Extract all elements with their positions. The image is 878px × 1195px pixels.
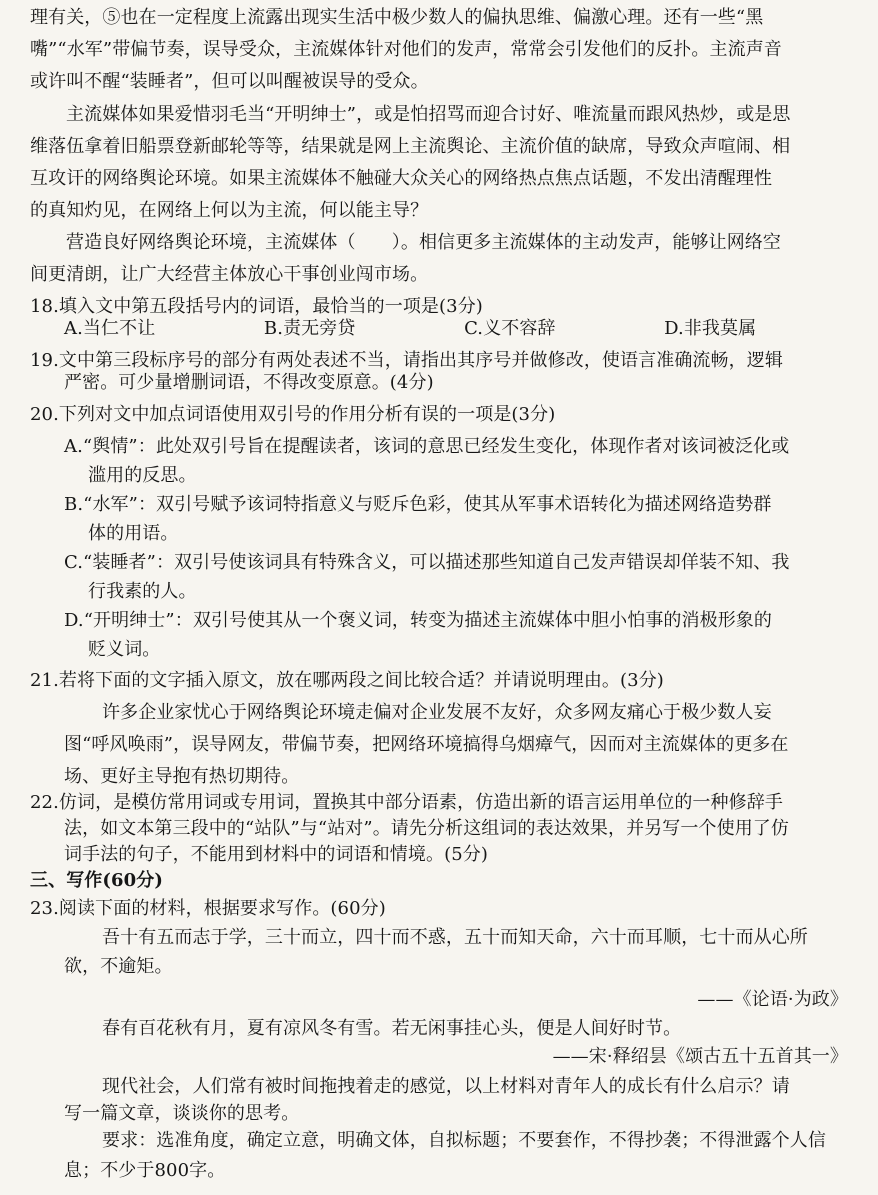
question-20-option-a-cont: 滥用的反思。 [88,465,197,486]
question-20-option-b-cont: 体的用语。 [88,523,179,544]
passage-line: 理有关，⑤也在一定程度上流露出现实生活中极少数人的偏执思维、偏激心理。还有一些“黑 [30,7,764,28]
material-quote: 春有百花秋有月，夏有凉风冬有雪。若无闲事挂心头，便是人间好时节。 [102,1018,682,1039]
passage-line: 嘴”“水军”带偏节奏，误导受众，主流媒体针对他们的发声，常常会引发他们的反扑。主流声音 [30,39,782,60]
question-20-option-c-cont: 行我素的人。 [88,581,197,602]
question-18: 18.填入文中第五段括号内的词语，最恰当的一项是(3分) [30,296,483,317]
question-20-option-b: B.“水军”：双引号赋予该词特指意义与贬斥色彩，使其从军事术语转化为描述网络造势群 [64,494,772,515]
passage-line: 维落伍拿着旧船票登新邮轮等等，结果就是网上主流舆论、主流价值的缺席，导致众声喧闹、相 [30,136,791,157]
question-18-options: A.当仁不让 B.责无旁贷 C.义不容辞 D.非我莫属 [64,318,757,339]
quote-source: ——宋·释绍昙《颂古五十五首其一》 [552,1046,848,1067]
question-19: 19.文中第三段标序号的部分有两处表述不当，请指出其序号并做修改，使语言准确流畅，逻辑 [30,350,783,371]
writing-requirements: 要求：选准角度，确定立意，明确文体，自拟标题；不要套作，不得抄袭；不得泄露个人信 [102,1130,826,1151]
question-20: 20.下列对文中加点词语使用双引号的作用分析有误的一项是(3分) [30,404,556,425]
writing-prompt: 写一篇文章，谈谈你的思考。 [64,1103,300,1124]
writing-requirements-cont: 息；不少于800字。 [64,1160,226,1181]
question-22-cont: 词手法的句子，不能用到材料中的词语和情境。(5分) [64,844,488,865]
question-22-cont: 法，如文本第三段中的“站队”与“站对”。请先分析这组词的表达效果，并另写一个使用了仿 [64,818,790,839]
insert-passage-line: 场、更好主导抱有热切期待。 [64,766,300,787]
question-20-option-d-cont: 贬义词。 [88,639,161,660]
passage-line: 的真知灼见，在网络上何以为主流，何以能主导？ [30,200,429,221]
question-23: 23.阅读下面的材料，根据要求写作。(60分) [30,898,386,919]
question-21: 21.若将下面的文字插入原文，放在哪两段之间比较合适？并请说明理由。(3分) [30,670,664,691]
passage-line: 间更清朗，让广大经营主体放心干事创业闯市场。 [30,264,429,285]
passage-line: 或许叫不醒“装睡者”，但可以叫醒被误导的受众。 [30,71,429,92]
question-22: 22.仿词，是模仿常用词或专用词，置换其中部分语素，仿造出新的语言运用单位的一种修辞手 [30,792,783,813]
passage-line: 主流媒体如果爱惜羽毛当“开明绅士”，或是怕招骂而迎合讨好、唯流量而跟风热炒，或是思 [66,104,791,125]
question-20-option-d: D.“开明绅士”：双引号使其从一个褒义词，转变为描述主流媒体中胆小怕事的消极形象的 [64,610,773,631]
passage-line: 营造良好网络舆论环境，主流媒体（ ）。相信更多主流媒体的主动发声，能够让网络空 [66,232,781,253]
material-quote: 吾十有五而志于学，三十而立，四十而不惑，五十而知天命，六十而耳顺，七十而从心所 [102,927,808,948]
quote-source: ——《论语·为政》 [697,989,848,1010]
insert-passage-line: 图“呼风唤雨”，误导网友，带偏节奏，把网络环境搞得乌烟瘴气，因而对主流媒体的更多在 [64,734,789,755]
question-19-cont: 严密。可少量增删词语，不得改变原意。(4分) [64,372,434,393]
question-20-option-a: A.“舆情”：此处双引号旨在提醒读者，该词的意思已经发生变化，体现作者对该词被泛化或 [64,436,790,457]
insert-passage-line: 许多企业家忧心于网络舆论环境走偏对企业发展不友好，众多网友痛心于极少数人妄 [102,702,772,723]
material-quote: 欲，不逾矩。 [64,956,173,977]
question-20-option-c: C.“装睡者”：双引号使该词具有特殊含义，可以描述那些知道自己发声错误却佯装不知、我 [64,552,790,573]
section-heading-writing: 三、写作(60分) [30,870,163,891]
writing-prompt: 现代社会，人们常有被时间拖拽着走的感觉，以上材料对青年人的成长有什么启示？请 [102,1076,790,1097]
passage-line: 互攻讦的网络舆论环境。如果主流媒体不触碰大众关心的网络热点焦点话题，不发出清醒理性 [30,168,773,189]
